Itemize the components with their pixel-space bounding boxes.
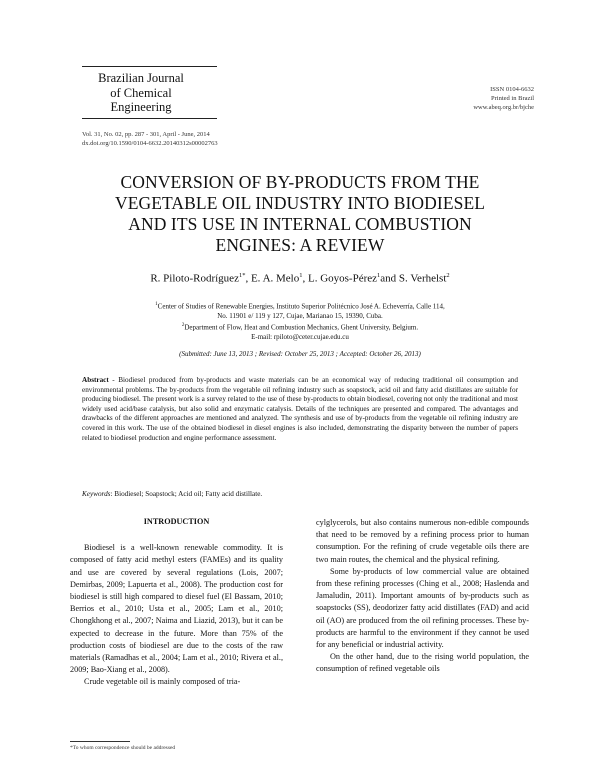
- author-name: and S. Verhelst: [380, 272, 447, 285]
- citation-block: [82, 130, 218, 148]
- printed-in: Printed in Brazil: [491, 95, 534, 102]
- affiliation-sup: 1: [155, 302, 158, 307]
- article-title: [40, 172, 560, 256]
- section-heading-introduction: INTRODUCTION: [143, 517, 210, 526]
- journal-url[interactable]: www.abeq.org.br/bjche: [473, 104, 534, 111]
- issn: ISSN 0104-6632: [490, 86, 534, 93]
- journal-name: [82, 71, 200, 115]
- affiliation-line: [40, 321, 560, 333]
- submission-dates: (Submitted: June 13, 2013 ; Revised: October 25, 2013 ; Accepted: October 26, 2013): [179, 350, 421, 358]
- author-email[interactable]: E-mail: rpiloto@ceter.cujae.edu.cu: [251, 333, 349, 342]
- author-sup: 1: [299, 272, 303, 279]
- title-line: CONVERSION OF BY-PRODUCTS FROM THE: [120, 172, 480, 192]
- journal-rule-bottom: [82, 118, 217, 119]
- body-paragraph: Some by-products of low commercial value are obtained from these refining processes (Ching et al., 2008; Haslenda and Jamaludin, 2011). Important amounts of by-products such as soapstocks (SS), deodorizer fatty acid distillates (FAD) and acid oil (AO) are produced from the oil refining processes. These by-products are harmful to the environment if they cannot be used for any beneficial or industrial activity.: [316, 566, 529, 650]
- body-paragraph: cylglycerols, but also contains numerous non-edible compounds that need to be removed by a refining process prior to human consumption. For the refining of crude vegetable oils there are two main routes, the chemical and the physical refining.: [316, 518, 529, 564]
- affiliation-line: No. 11901 e/ 119 y 127, Cujae, Marianao 15, 19390, Cuba.: [217, 311, 383, 320]
- body-paragraph: Biodiesel is a well-known renewable commodity. It is composed of fatty acid methyl esters (FAMEs) and its quality and use are covered by several regulations (Lois, 2007; Demirbas, 2009; Lapuerta et al., 2008). The production cost for biodiesel is still high compared to diesel fuel (El Bassam, 2010; Berrios et al., 2010; Usta et al., 2005; Lam et al., 2010; Chongkhong et al., 2007; Naima and Liazid, 2013), but it can be expected to decrease in the future. More than 75% of the production costs of biodiesel are due to the costs of the raw materials (Ramadhas et al., 2004; Lam et al., 2010; Rivera et al., 2009; Bao-Xiang et al., 2008).: [70, 543, 283, 675]
- author-sup: 1: [377, 272, 381, 279]
- body-paragraph: Crude vegetable oil is mainly composed of tria-: [84, 677, 241, 687]
- body-paragraph: On the other hand, due to the rising world population, the consumption of refined vegetable oils: [316, 652, 529, 674]
- keywords: [82, 490, 518, 500]
- keywords-text: : Biodiesel; Soapstock; Acid oil; Fatty acid distillate.: [110, 490, 263, 498]
- body-column-left: [70, 516, 283, 689]
- abstract-label: Abstract: [82, 376, 109, 384]
- affiliation-sup: 2: [181, 323, 185, 329]
- author-name: , L. Goyos-Pérez: [302, 272, 378, 285]
- body-column-right: [316, 517, 529, 676]
- keywords-label: Keywords: [82, 490, 111, 498]
- volume-line: Vol. 31, No. 02, pp. 287 - 301, April - June, 2014: [82, 131, 210, 138]
- author-name: R. Piloto-Rodríguez: [150, 272, 239, 285]
- journal-rule-top: [82, 66, 217, 67]
- author-name: , E. A. Melo: [245, 272, 300, 285]
- footnote: *To whom correspondence should be addressed: [70, 745, 176, 751]
- title-line: VEGETABLE OIL INDUSTRY INTO BIODIESEL: [114, 193, 486, 213]
- journal-name-line: Brazilian Journal: [98, 71, 184, 85]
- affiliation-line: [40, 300, 560, 312]
- title-line: AND ITS USE IN INTERNAL COMBUSTION: [128, 214, 472, 234]
- title-line: ENGINES: A REVIEW: [215, 235, 385, 255]
- affiliation-text: Center of Studies of Renewable Energies, Instituto Superior Politécnico José A. Echeverría, Calle 114,: [157, 302, 445, 311]
- journal-name-line: Engineering: [110, 100, 172, 114]
- footnote-rule: [70, 741, 130, 742]
- author-sup: 2: [446, 272, 450, 279]
- doi-line[interactable]: dx.doi.org/10.1590/0104-6632.20140312s00002763: [82, 140, 218, 147]
- affiliations: [40, 300, 560, 343]
- journal-name-line: of Chemical: [110, 85, 172, 100]
- abstract: [82, 376, 518, 443]
- authors: [40, 272, 560, 285]
- affiliation-text: Department of Flow, Heat and Combustion Mechanics, Ghent University, Belgium.: [184, 323, 419, 332]
- abstract-text: - Biodiesel produced from by-products and waste materials can be an economical way of reducing traditional oil consumption and environmental problems. The by-products from the vegetable oil refining industry such as soapstock, acid oil and fatty acid distillates are suitable for producing biodiesel. The present work is a survey related to the use of these by-products to obtain biodiesel, covering not only the traditional and most widely used acid/base catalysis, but also solid and enzymatic catalysis. Details of the techniques are presented and compared. The advantages and drawbacks of the different approaches are mentioned and analyzed. The synthesis and use of by-products from the vegetable oil refining industry are covered in this work. The use of the obtained biodiesel in diesel engines is also included, demonstrating the disparity between the number of papers related to biodiesel production and engine performance assessment.: [82, 376, 518, 442]
- issn-block: [473, 85, 534, 112]
- author-sup: 1*: [238, 272, 246, 279]
